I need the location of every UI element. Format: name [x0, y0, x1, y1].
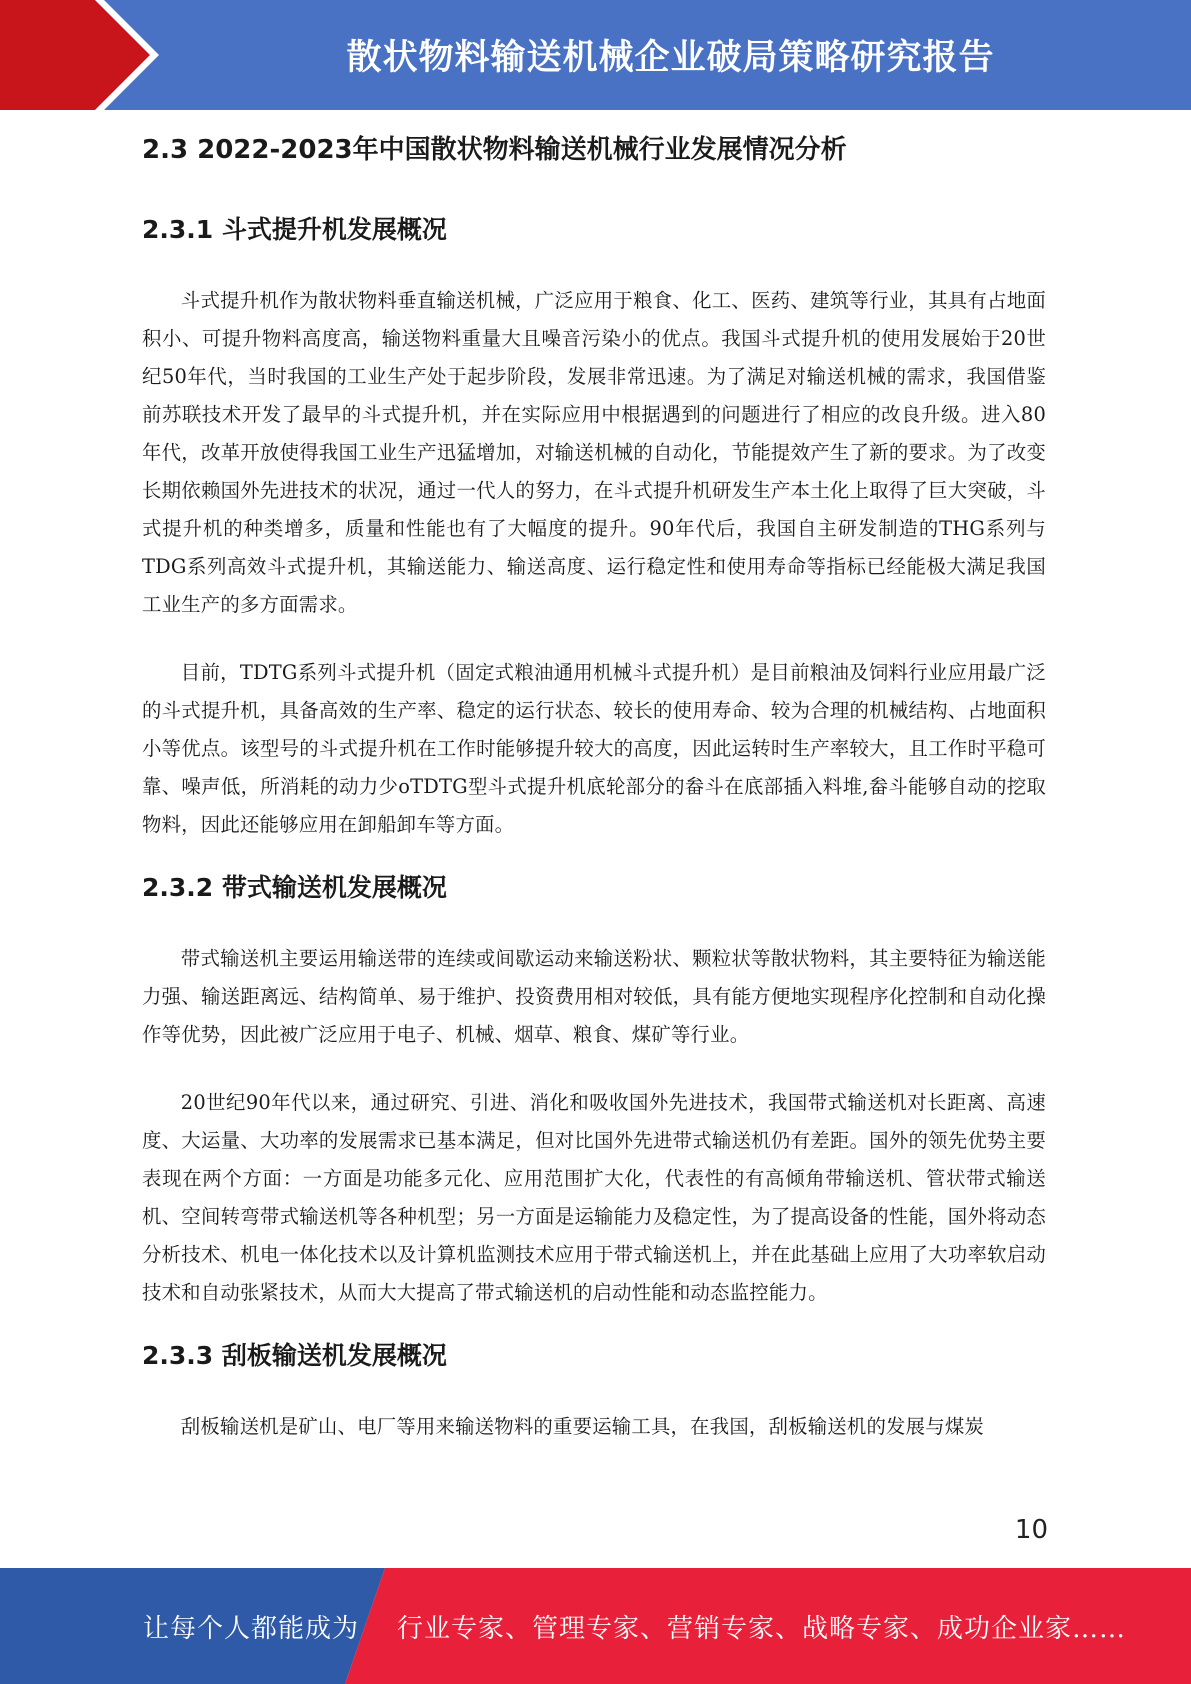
- footer-slogan-left: 让每个人都能成为: [143, 1613, 360, 1644]
- paragraph: 20世纪90年代以来，通过研究、引进、消化和吸收国外先进技术，我国带式输送机对长距离、高速度、大运量、大功率的发展需求已基本满足，但对比国外先进带式输送机仍有差距。国外的领先优势主要表现在两个方面：一方面是功能多元化、应用范围扩大化，代表性的有高倾角带输送机、管状带式输送机、空间转弯带式输送机等各种机型；另一方面是运输能力及稳定性，为了提高设备的性能，国外将动态分析技术、机电一体化技术以及计算机监测技术应用于带式输送机上，并在此基础上应用了大功率软启动技术和自动张紧技术，从而大大提高了带式输送机的启动性能和动态监控能力。: [142, 1091, 1046, 1304]
- header-arrow-decoration: [0, 0, 160, 110]
- paragraph: 带式输送机主要运用输送带的连续或间歇运动来输送粉状、颗粒状等散状物料，其主要特征为输送能力强、输送距离远、结构简单、易于维护、投资费用相对较低，具有能方便地实现程序化控制和自动化操作等优势，因此被广泛应用于电子、机械、烟草、粮食、煤矿等行业。: [142, 947, 1046, 1046]
- subsection-heading: 2.3.3 刮板输送机发展概况: [142, 1341, 447, 1370]
- paragraph: 目前，TDTG系列斗式提升机（固定式粮油通用机械斗式提升机）是目前粮油及饲料行业应用最广泛的斗式提升机，具备高效的生产率、稳定的运行状态、较长的使用寿命、较为合理的机械结构、占地面积小等优点。该型号的斗式提升机在工作时能够提升较大的高度，因此运转时生产率较大，且工作时平稳可靠、噪声低，所消耗的动力少oTDTG型斗式提升机底轮部分的畚斗在底部插入料堆,畚斗能够自动的挖取物料，因此还能够应用在卸船卸车等方面。: [142, 661, 1046, 836]
- footer-banner: [0, 1568, 1191, 1684]
- document-body: [142, 128, 1046, 1446]
- subsection-heading: 2.3.1 斗式提升机发展概况: [142, 215, 447, 244]
- footer-slogan-right: 行业专家、管理专家、营销专家、战略专家、成功企业家……: [397, 1613, 1127, 1644]
- paragraph: 刮板输送机是矿山、电厂等用来输送物料的重要运输工具，在我国，刮板输送机的发展与煤炭: [180, 1415, 985, 1438]
- header-banner: [0, 0, 1191, 110]
- section-heading: 2.3 2022-2023年中国散状物料输送机械行业发展情况分析: [142, 135, 847, 165]
- page-number: 10: [1014, 1515, 1048, 1545]
- paragraph: 斗式提升机作为散状物料垂直输送机械，广泛应用于粮食、化工、医药、建筑等行业，其具有占地面积小、可提升物料高度高，输送物料重量大且噪音污染小的优点。我国斗式提升机的使用发展始于20世纪50年代，当时我国的工业生产处于起步阶段，发展非常迅速。为了满足对输送机械的需求，我国借鉴前苏联技术开发了最早的斗式提升机，并在实际应用中根据遇到的问题进行了相应的改良升级。进入80年代，改革开放使得我国工业生产迅猛增加，对输送机械的自动化，节能提效产生了新的要求。为了改变长期依赖国外先进技术的状况，通过一代人的努力，在斗式提升机研发生产本土化上取得了巨大突破，斗式提升机的种类增多，质量和性能也有了大幅度的提升。90年代后，我国自主研发制造的THG系列与TDG系列高效斗式提升机，其输送能力、输送高度、运行稳定性和使用寿命等指标已经能极大满足我国工业生产的多方面需求。: [142, 289, 1046, 616]
- subsection-heading: 2.3.2 带式输送机发展概况: [142, 873, 447, 902]
- report-title: 散状物料输送机械企业破局策略研究报告: [346, 38, 995, 78]
